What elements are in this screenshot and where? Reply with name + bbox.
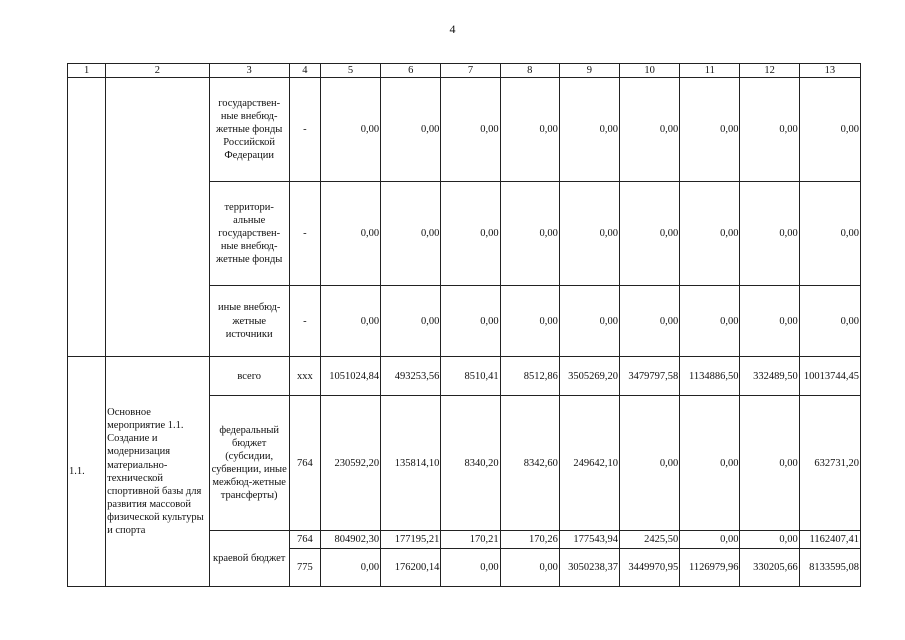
source-cell: государствен-ные внебюд-жетные фонды Российской Федерации — [209, 78, 289, 182]
value-cell: 0,00 — [381, 286, 441, 357]
value-cell: 0,00 — [799, 286, 860, 357]
value-cell: 0,00 — [320, 182, 380, 286]
value-cell: 0,00 — [381, 182, 441, 286]
activity-name-cell: Основное мероприятие 1.1. Создание и модернизация материально-технической спортивной базы для развития массовой физической культуры и спорта — [106, 357, 209, 587]
header-cell: 12 — [740, 64, 799, 78]
value-cell: 177543,94 — [559, 531, 619, 549]
value-cell: 0,00 — [799, 78, 860, 182]
source-cell: всего — [209, 357, 289, 396]
value-cell: 170,21 — [441, 531, 500, 549]
table-row — [68, 357, 861, 396]
value-cell: 0,00 — [559, 78, 619, 182]
budget-table — [67, 63, 861, 587]
header-row — [68, 64, 861, 78]
value-cell: 2425,50 — [620, 531, 680, 549]
value-cell: 0,00 — [559, 182, 619, 286]
value-cell: 0,00 — [620, 396, 680, 531]
value-cell: 0,00 — [620, 182, 680, 286]
value-cell: 0,00 — [740, 531, 799, 549]
value-cell: 1126979,96 — [680, 549, 740, 587]
value-cell: 0,00 — [500, 78, 559, 182]
code-cell: ххх — [289, 357, 320, 396]
empty-number-cell — [68, 78, 106, 357]
header-cell: 10 — [620, 64, 680, 78]
value-cell: 8512,86 — [500, 357, 559, 396]
value-cell: 0,00 — [559, 286, 619, 357]
page-number: 4 — [449, 22, 456, 36]
value-cell: 0,00 — [320, 286, 380, 357]
value-cell: 1051024,84 — [320, 357, 380, 396]
value-cell: 3050238,37 — [559, 549, 619, 587]
value-cell: 3479797,58 — [620, 357, 680, 396]
code-cell: - — [289, 286, 320, 357]
value-cell: 0,00 — [620, 286, 680, 357]
header-cell: 7 — [441, 64, 500, 78]
value-cell: 0,00 — [441, 78, 500, 182]
value-cell: 0,00 — [441, 182, 500, 286]
value-cell: 0,00 — [500, 286, 559, 357]
value-cell: 8133595,08 — [799, 549, 860, 587]
value-cell: 170,26 — [500, 531, 559, 549]
header-cell: 2 — [106, 64, 209, 78]
header-cell: 3 — [209, 64, 289, 78]
value-cell: 176200,14 — [381, 549, 441, 587]
value-cell: 0,00 — [680, 286, 740, 357]
value-cell: 8510,41 — [441, 357, 500, 396]
value-cell: 177195,21 — [381, 531, 441, 549]
item-number-cell: 1.1. — [68, 357, 106, 587]
value-cell: 0,00 — [320, 78, 380, 182]
value-cell: 332489,50 — [740, 357, 799, 396]
value-cell: 1162407,41 — [799, 531, 860, 549]
value-cell: 1134886,50 — [680, 357, 740, 396]
header-cell: 11 — [680, 64, 740, 78]
value-cell: 230592,20 — [320, 396, 380, 531]
value-cell: 0,00 — [680, 531, 740, 549]
code-cell: 775 — [289, 549, 320, 587]
value-cell: 0,00 — [320, 549, 380, 587]
value-cell: 3505269,20 — [559, 357, 619, 396]
header-cell: 4 — [289, 64, 320, 78]
source-cell: территори-альные государствен-ные внебюд-жетные фонды — [209, 182, 289, 286]
value-cell: 0,00 — [740, 286, 799, 357]
value-cell: 0,00 — [500, 549, 559, 587]
value-cell: 330205,66 — [740, 549, 799, 587]
value-cell: 804902,30 — [320, 531, 380, 549]
value-cell: 632731,20 — [799, 396, 860, 531]
value-cell: 3449970,95 — [620, 549, 680, 587]
source-cell: федеральный бюджет (субсидии, субвенции, иные межбюд-жетные трансферты) — [209, 396, 289, 531]
value-cell: 0,00 — [680, 182, 740, 286]
value-cell: 8340,20 — [441, 396, 500, 531]
code-cell: 764 — [289, 531, 320, 549]
header-cell: 8 — [500, 64, 559, 78]
header-cell: 6 — [381, 64, 441, 78]
table-row — [68, 78, 861, 182]
value-cell: 0,00 — [500, 182, 559, 286]
value-cell: 249642,10 — [559, 396, 619, 531]
code-cell: - — [289, 182, 320, 286]
source-cell: краевой бюджет — [209, 531, 289, 587]
value-cell: 0,00 — [799, 182, 860, 286]
header-cell: 9 — [559, 64, 619, 78]
value-cell: 0,00 — [680, 396, 740, 531]
value-cell: 0,00 — [740, 78, 799, 182]
value-cell: 0,00 — [740, 396, 799, 531]
value-cell: 135814,10 — [381, 396, 441, 531]
value-cell: 0,00 — [441, 549, 500, 587]
empty-activity-cell — [106, 78, 209, 357]
code-cell: - — [289, 78, 320, 182]
value-cell: 0,00 — [620, 78, 680, 182]
value-cell: 0,00 — [680, 78, 740, 182]
value-cell: 0,00 — [381, 78, 441, 182]
code-cell: 764 — [289, 396, 320, 531]
value-cell: 493253,56 — [381, 357, 441, 396]
header-cell: 5 — [320, 64, 380, 78]
source-cell: иные внебюд-жетные источники — [209, 286, 289, 357]
value-cell: 8342,60 — [500, 396, 559, 531]
value-cell: 0,00 — [740, 182, 799, 286]
value-cell: 10013744,45 — [799, 357, 860, 396]
header-cell: 1 — [68, 64, 106, 78]
header-cell: 13 — [799, 64, 860, 78]
value-cell: 0,00 — [441, 286, 500, 357]
